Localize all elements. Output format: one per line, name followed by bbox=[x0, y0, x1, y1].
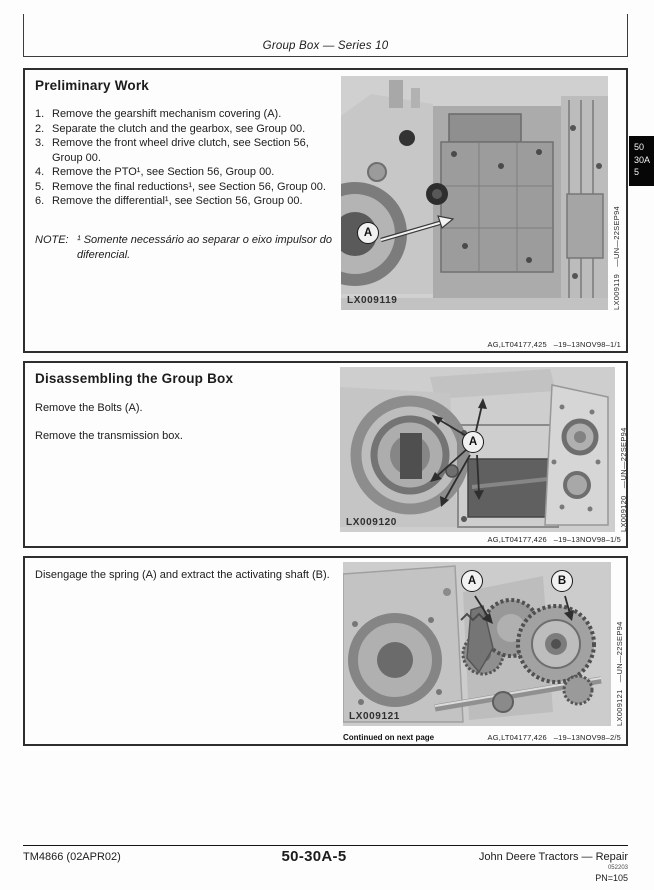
list-item-number: 1. bbox=[35, 108, 45, 120]
list-item bbox=[35, 107, 335, 122]
photo-id: LX009119 bbox=[347, 295, 398, 306]
section-title: Disassembling the Group Box bbox=[35, 371, 234, 386]
callout-a: A bbox=[461, 570, 483, 592]
tab-line-2: 30A bbox=[634, 154, 651, 165]
manual-title: John Deere Tractors — Repair bbox=[478, 851, 628, 863]
list-item-text: Remove the gearshift mechanism covering (A). bbox=[52, 108, 282, 120]
photo-side-caption: LX009119 —UN—22SEP94 bbox=[612, 205, 621, 310]
section-edge-tab bbox=[629, 136, 654, 186]
paragraph: Remove the Bolts (A). bbox=[35, 402, 143, 414]
list-item bbox=[35, 194, 335, 209]
figure-reference: AG,LT04177,425 –19–13NOV98–1/1 bbox=[487, 340, 621, 349]
section-disengage-spring bbox=[23, 556, 628, 746]
chapter-title: Group Box — Series 10 bbox=[262, 40, 389, 52]
page-header bbox=[23, 14, 628, 57]
figure-reference: AG,LT04177,426 –19–13NOV98–1/5 bbox=[487, 535, 621, 544]
tab-line-1: 50 bbox=[634, 142, 645, 152]
tab-line-3: 5 bbox=[634, 167, 640, 177]
list-item-text: Separate the clutch and the gearbox, see Group 00. bbox=[52, 122, 306, 135]
section-disassembling-group-box bbox=[23, 361, 628, 548]
gearbox-photo-2 bbox=[340, 367, 628, 532]
list-item bbox=[35, 122, 335, 137]
callout-b: B bbox=[551, 570, 573, 592]
photo-id: LX009120 bbox=[346, 517, 397, 528]
gearbox-photo-1 bbox=[341, 76, 621, 310]
list-item-text: Remove the PTO¹, see Section 56, Group 00. bbox=[52, 166, 275, 178]
list-item-text: Remove the final reductions¹, see Section 56, Group 00. bbox=[52, 180, 326, 193]
callout-a: A bbox=[357, 222, 379, 244]
page-number: 50-30A-5 bbox=[281, 848, 347, 865]
print-code: 052203 bbox=[607, 865, 628, 871]
note bbox=[35, 233, 335, 262]
section-preliminary-work bbox=[23, 68, 628, 353]
callout-a: A bbox=[462, 431, 484, 453]
list-item-number: 2. bbox=[35, 122, 45, 135]
list-item-text: Remove the front wheel drive clutch, see Section 56, Group 00. bbox=[52, 137, 309, 164]
list-item-text: Remove the differential¹, see Section 56, Group 00. bbox=[52, 195, 303, 207]
footer-rule bbox=[23, 845, 628, 846]
section-title: Preliminary Work bbox=[35, 78, 149, 93]
numbered-list bbox=[35, 107, 335, 209]
list-item-number: 5. bbox=[35, 180, 45, 193]
list-item-number: 6. bbox=[35, 195, 45, 207]
manual-number: TM4866 (02APR02) bbox=[23, 851, 121, 863]
photo-id: LX009121 bbox=[349, 711, 400, 722]
figure-reference: AG,LT04177,426 –19–13NOV98–2/5 bbox=[487, 733, 621, 742]
list-item bbox=[35, 180, 335, 195]
continued-notice: Continued on next page bbox=[343, 733, 435, 742]
photo-side-caption: LX009121 —UN—22SEP94 bbox=[615, 621, 624, 726]
gearbox-photo-1-illustration bbox=[341, 76, 608, 310]
gearbox-photo-3 bbox=[343, 562, 624, 726]
note-text: ¹ Somente necessário ao separar o eixo impulsor do diferencial. bbox=[77, 234, 332, 261]
list-item-number: 3. bbox=[35, 137, 45, 149]
pn-number: PN=105 bbox=[595, 873, 628, 883]
list-item bbox=[35, 165, 335, 180]
note-label: NOTE: bbox=[35, 234, 69, 246]
paragraph: Remove the transmission box. bbox=[35, 430, 183, 442]
paragraph: Disengage the spring (A) and extract the activating shaft (B). bbox=[35, 569, 330, 581]
photo-side-caption: LX009120 —UN—22SEP94 bbox=[619, 427, 628, 532]
list-item bbox=[35, 136, 335, 165]
list-item-number: 4. bbox=[35, 166, 45, 178]
